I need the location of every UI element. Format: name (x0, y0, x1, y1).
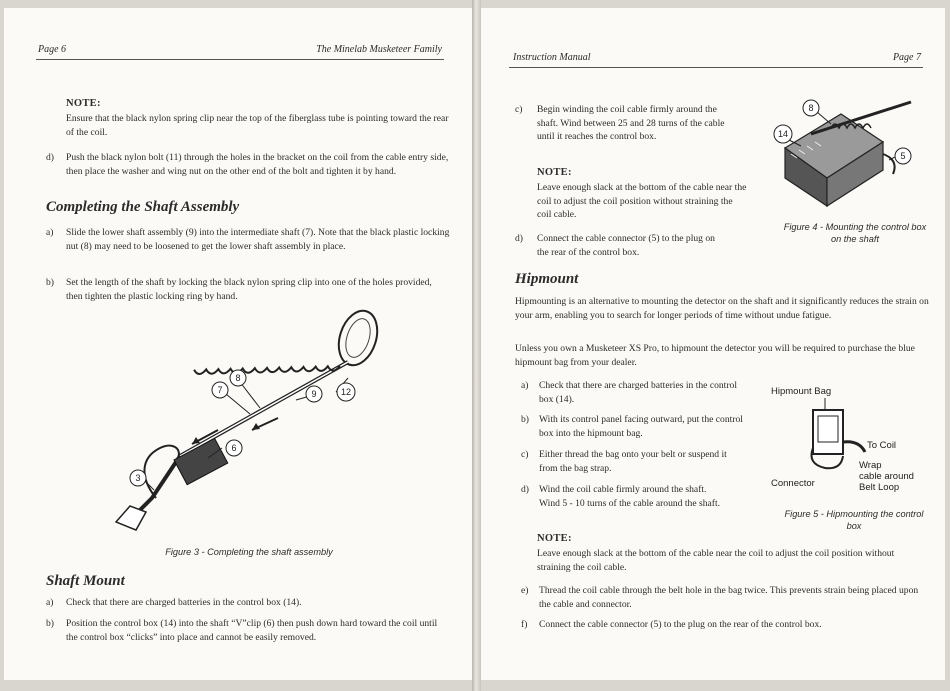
section-title-shaft-mount: Shaft Mount (46, 573, 125, 589)
step-text: Connect the cable connector (5) to the plug on the rear of the control box. (537, 233, 715, 258)
svg-text:12: 12 (340, 387, 352, 397)
left-running-title: The Minelab Musketeer Family (316, 44, 442, 55)
step-text: Slide the lower shaft assembly (9) into the intermediate shaft (7). Note that the black plastic locking nut (8) may need to be loosened to get the lower shaft assembly in place. (66, 227, 450, 252)
step-text: Check that there are charged batteries in the control box (14). (66, 597, 302, 608)
callout-8 (230, 370, 246, 386)
label-hipmount-bag: Hipmount Bag (771, 386, 832, 397)
step-text: Either thread the bag onto your belt or suspend it from the bag strap. (539, 449, 727, 474)
step-text: Thread the coil cable through the belt hole in the bag twice. This prevents strain being placed upon the cable and connector. (539, 585, 919, 610)
callout-12 (337, 383, 355, 401)
label-cable-around: cable around (859, 471, 914, 482)
callout-8 (803, 100, 819, 116)
callout-5 (895, 148, 911, 164)
step-marker: b) (521, 414, 529, 425)
figure-5-hipmount (771, 382, 921, 510)
left-page-number: Page 6 (38, 44, 67, 55)
callout-3 (130, 470, 146, 486)
step-text: Begin winding the coil cable firmly around the shaft. Wind between 25 and 28 turns of the cable until it reaches the control box. (537, 104, 725, 143)
paragraph: Hipmounting is an alternative to mounting the detector on the shaft and it significantly reduces the strain on your arm, enabling you to search for longer periods of time without undue fatigue. (515, 296, 929, 321)
step-marker: d) (46, 152, 54, 163)
step-marker: a) (521, 380, 529, 391)
right-header-rule (509, 67, 923, 68)
callout-14 (774, 125, 792, 143)
figure-3-caption: Figure 3 - Completing the shaft assembly (165, 547, 333, 557)
callout-9 (306, 386, 322, 402)
figure-4-control-box-mount (771, 94, 921, 218)
svg-text:14: 14 (777, 129, 789, 139)
svg-text:6: 6 (231, 443, 237, 453)
label-wrap: Wrap (859, 460, 882, 471)
book-gutter (472, 0, 481, 691)
svg-text:3: 3 (135, 473, 141, 483)
step-marker: c) (521, 449, 529, 460)
step-marker: a) (46, 227, 54, 238)
coil-cable-drawing (843, 442, 865, 452)
svg-text:7: 7 (217, 385, 223, 395)
figure-3-shaft-assembly (100, 308, 400, 540)
step-text: With its control panel facing outward, put the control box into the hipmount bag. (539, 414, 743, 439)
right-page (481, 8, 945, 680)
right-running-title: Instruction Manual (513, 52, 591, 63)
paragraph: Unless you own a Musketeer XS Pro, to hipmount the detector you will be required to purchase the blue hipmount bag from your dealer. (515, 343, 915, 368)
svg-text:8: 8 (808, 103, 814, 113)
note-label: NOTE: (537, 533, 572, 544)
step-text: Wind the coil cable firmly around the shaft. Wind 5 - 10 turns of the cable around the shaft. (539, 484, 721, 509)
step-marker: a) (46, 597, 54, 608)
figure-4-caption: Figure 4 - Mounting the control box on the shaft (783, 222, 927, 244)
step-marker: d) (515, 233, 523, 244)
step-text: Set the length of the shaft by locking the black nylon spring clip into one of the holes provided, then tighten the plastic locking ring by hand. (66, 277, 432, 302)
step-marker: b) (46, 277, 54, 288)
svg-text:5: 5 (900, 151, 906, 161)
svg-text:9: 9 (311, 389, 317, 399)
note-text: Leave enough slack at the bottom of the cable near the coil to adjust the coil position without straining the coil cable. (537, 182, 747, 221)
note-label: NOTE: (66, 98, 101, 109)
svg-text:8: 8 (235, 373, 241, 383)
note-text: Ensure that the black nylon spring clip near the top of the fiberglass tube is pointing toward the rear of the coil. (66, 113, 449, 138)
note-label: NOTE: (537, 167, 572, 178)
section-title-hipmount: Hipmount (515, 271, 579, 287)
left-header-rule (36, 59, 444, 60)
callout-6 (226, 440, 242, 456)
step-marker: f) (521, 619, 528, 630)
step-text: Push the black nylon bolt (11) through the holes in the bracket on the coil from the cable entry side, then place the washer and wing nut on the other end of the bolt and tighten it by hand. (66, 152, 449, 177)
control-box-drawing (174, 438, 228, 484)
label-connector: Connector (771, 478, 815, 489)
step-marker: c) (515, 104, 523, 115)
step-marker: e) (521, 585, 529, 596)
label-to-coil: To Coil (867, 440, 897, 451)
step-text: Check that there are charged batteries in the control box (14). (539, 380, 738, 405)
right-page-number: Page 7 (892, 52, 921, 63)
step-text: Connect the cable connector (5) to the plug on the rear of the control box. (539, 619, 822, 630)
arm-cuff-drawing (116, 506, 146, 530)
step-marker: b) (46, 618, 54, 629)
step-marker: d) (521, 484, 529, 495)
note-text: Leave enough slack at the bottom of the cable near the coil to adjust the coil position without straining the coil cable. (537, 548, 895, 573)
step-text: Position the control box (14) into the shaft “V”clip (6) then push down hard toward the coil until the control box “clicks” into place and cannot be easily removed. (66, 618, 438, 643)
label-belt-loop: Belt Loop (859, 482, 900, 493)
left-page (4, 8, 472, 680)
section-title-completing-shaft: Completing the Shaft Assembly (46, 199, 240, 215)
figure-5-caption: Figure 5 - Hipmounting the control box (784, 509, 924, 531)
callout-7 (212, 382, 228, 398)
search-coil-drawing (332, 308, 384, 370)
